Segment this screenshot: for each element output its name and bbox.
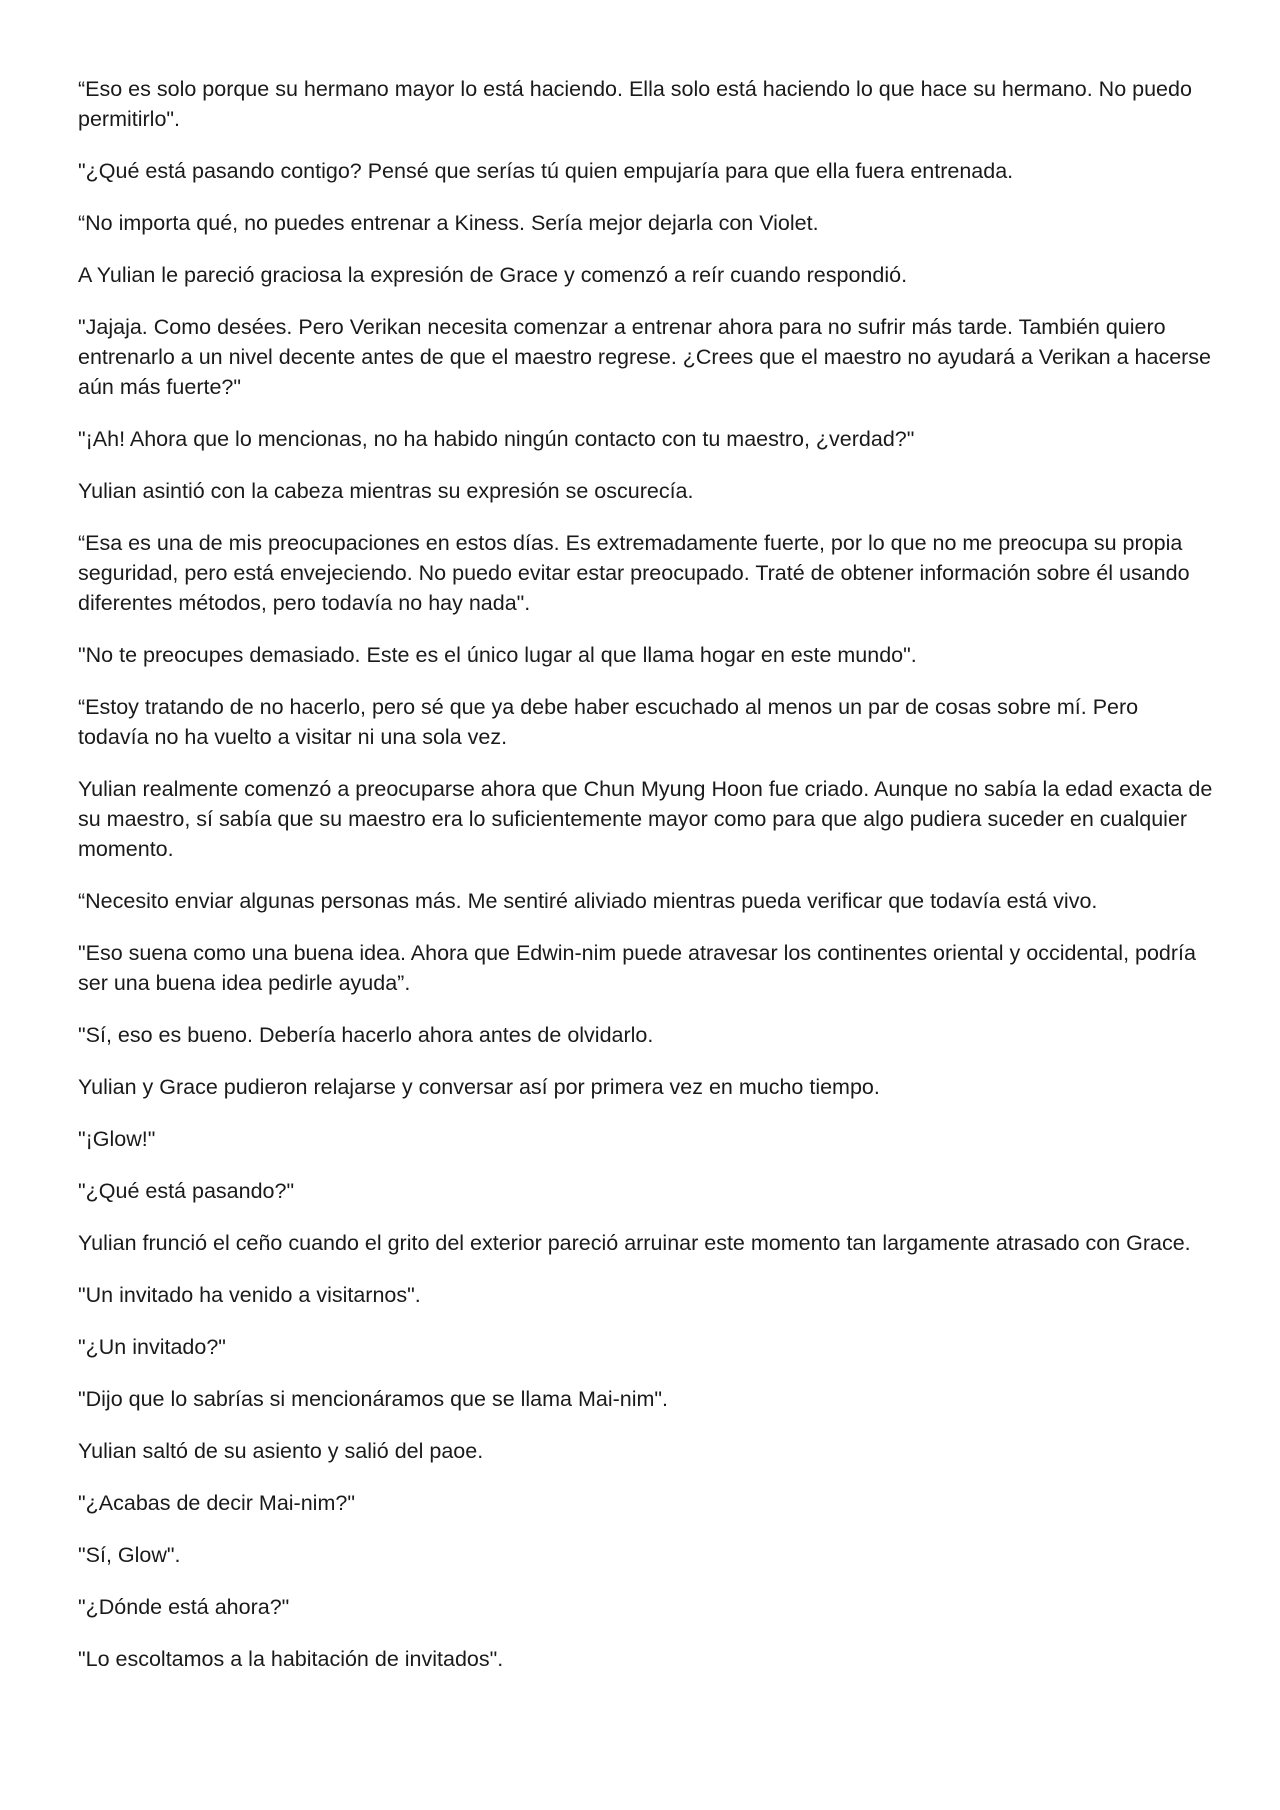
paragraph-22: Yulian saltó de su asiento y salió del paoe. [78,1439,484,1463]
paragraph-11: Yulian realmente comenzó a preocuparse ahora que Chun Myung Hoon fue criado. Aunque no sabía la edad exacta de su maestro, sí sabía que su maestro era lo suficientemente mayor como para que algo pudiera suceder en cualquier momento. [78,777,1213,861]
paragraph-9: "No te preocupes demasiado. Este es el único lugar al que llama hogar en este mundo". [78,643,917,667]
paragraph-13: "Eso suena como una buena idea. Ahora que Edwin-nim puede atravesar los continentes oriental y occidental, podría ser una buena idea pedirle ayuda”. [78,941,1196,995]
paragraph-7: Yulian asintió con la cabeza mientras su expresión se oscurecía. [78,479,694,503]
paragraph-21: "Dijo que lo sabrías si mencionáramos que se llama Mai-nim". [78,1387,669,1411]
paragraph-23: "¿Acabas de decir Mai-nim?" [78,1491,355,1515]
paragraph-24: "Sí, Glow". [78,1543,181,1567]
paragraph-18: Yulian frunció el ceño cuando el grito del exterior pareció arruinar este momento tan largamente atrasado con Grace. [78,1231,1191,1255]
paragraph-6: "¡Ah! Ahora que lo mencionas, no ha habido ningún contacto con tu maestro, ¿verdad?" [78,427,915,451]
paragraph-12: “Necesito enviar algunas personas más. Me sentiré aliviado mientras pueda verificar que todavía está vivo. [78,889,1098,913]
paragraph-20: "¿Un invitado?" [78,1335,226,1359]
paragraph-17: "¿Qué está pasando?" [78,1179,295,1203]
paragraph-14: "Sí, eso es bueno. Debería hacerlo ahora antes de olvidarlo. [78,1023,654,1047]
paragraph-15: Yulian y Grace pudieron relajarse y conversar así por primera vez en mucho tiempo. [78,1075,880,1099]
paragraph-26: "Lo escoltamos a la habitación de invitados". [78,1647,504,1671]
paragraph-4: A Yulian le pareció graciosa la expresión de Grace y comenzó a reír cuando respondió. [78,263,908,287]
paragraph-16: "¡Glow!" [78,1127,156,1151]
paragraph-8: “Esa es una de mis preocupaciones en estos días. Es extremadamente fuerte, por lo que no me preocupa su propia seguridad, pero está envejeciendo. No puedo evitar estar preocupado. Traté de obtener información sobre él usando diferentes métodos, pero todavía no hay nada". [78,531,1190,615]
paragraph-19: "Un invitado ha venido a visitarnos". [78,1283,421,1307]
paragraph-1: “Eso es solo porque su hermano mayor lo está haciendo. Ella solo está haciendo lo que hace su hermano. No puedo permitirlo". [78,77,1192,131]
paragraph-3: “No importa qué, no puedes entrenar a Kiness. Sería mejor dejarla con Violet. [78,211,819,235]
paragraph-5: "Jajaja. Como desées. Pero Verikan necesita comenzar a entrenar ahora para no sufrir más tarde. También quiero entrenarlo a un nivel decente antes de que el maestro regrese. ¿Crees que el maestro no ayudará a Verikan a hacerse aún más fuerte?" [78,315,1212,399]
paragraph-25: "¿Dónde está ahora?" [78,1595,290,1619]
document-page [78,74,1213,1696]
paragraph-10: “Estoy tratando de no hacerlo, pero sé que ya debe haber escuchado al menos un par de cosas sobre mí. Pero todavía no ha vuelto a visitar ni una sola vez. [78,695,1139,749]
paragraph-2: "¿Qué está pasando contigo? Pensé que serías tú quien empujaría para que ella fuera entrenada. [78,159,1014,183]
